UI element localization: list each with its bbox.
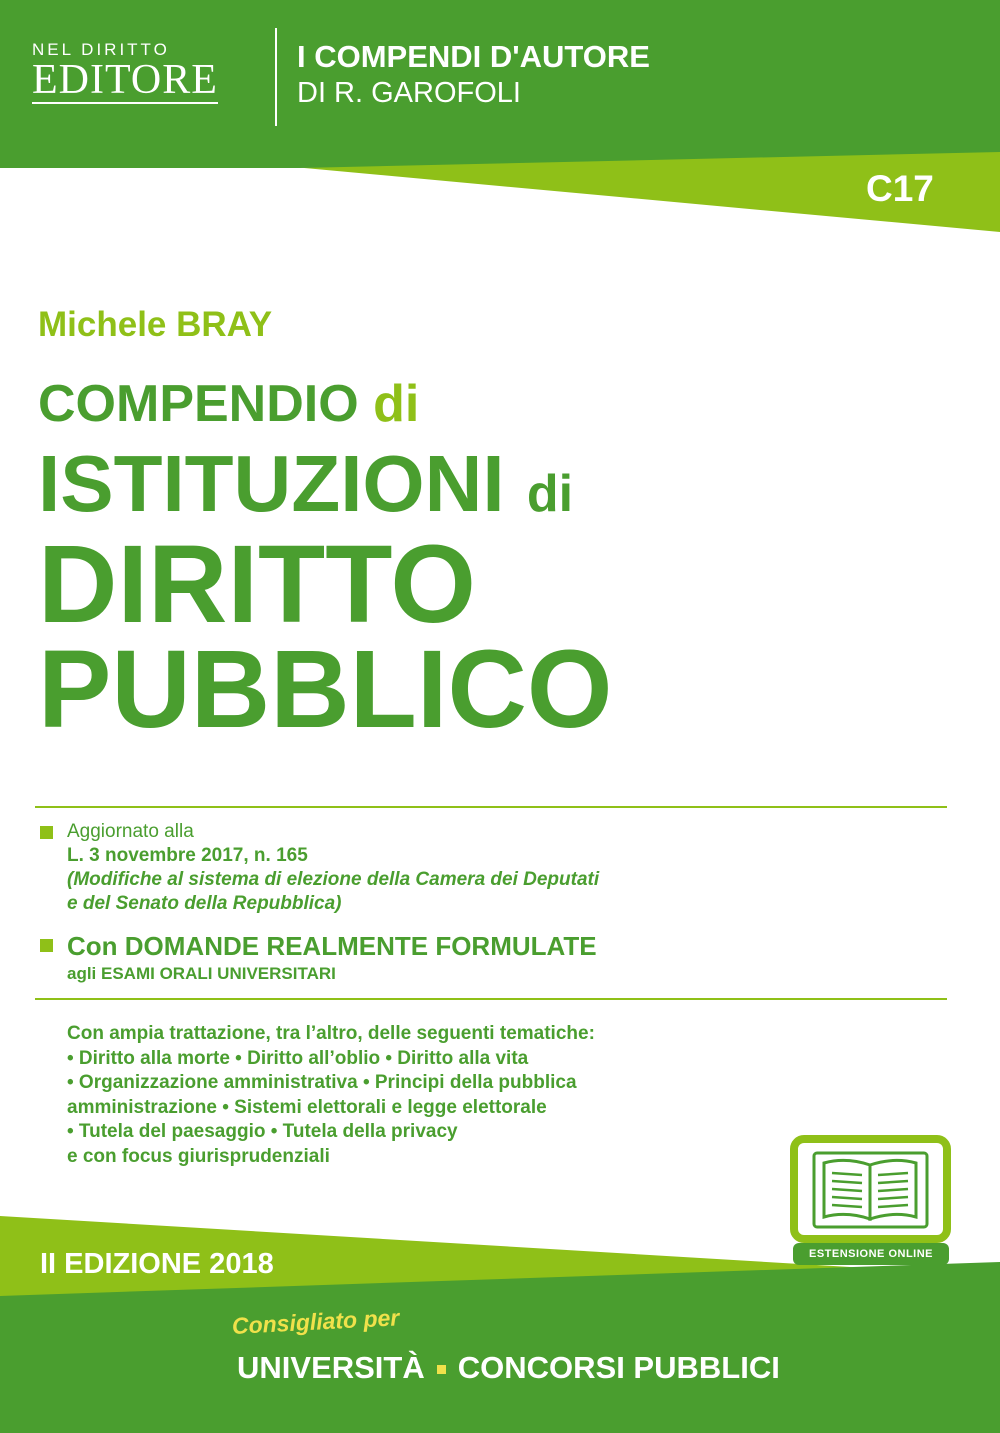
online-extension-label: ESTENSIONE ONLINE (793, 1243, 949, 1265)
questions-headline: Con DOMANDE REALMENTE FORMULATE (67, 931, 597, 961)
title-connector-1: di (373, 375, 420, 433)
title-word-istituzioni: ISTITUZIONI (38, 439, 505, 528)
update-label: Aggiornato alla (67, 821, 194, 842)
separator-square (437, 1365, 446, 1374)
series-name (297, 38, 650, 110)
title-line1 (38, 375, 420, 433)
topics-line: amministrazione • Sistemi elettorali e legge elettorale (67, 1096, 547, 1118)
publisher-logo (32, 40, 252, 104)
update-note-line1: (Modifiche al sistema di elezione della Camera dei Deputati (67, 869, 600, 890)
topics-line: • Tutela del paesaggio • Tutela della privacy (67, 1121, 458, 1142)
update-note-line2: e del Senato della Repubblica) (67, 893, 342, 914)
series-line2: DI R. GAROFOLI (297, 77, 521, 109)
divider-bottom (35, 998, 947, 1000)
title-line4: PUBBLICO (38, 628, 613, 751)
topics-list (67, 1022, 767, 1169)
topics-line: e con focus giurisprudenziali (67, 1145, 330, 1167)
topics-line: • Diritto alla morte • Diritto all’oblio • Diritto alla vita (67, 1047, 529, 1069)
header-divider (275, 28, 277, 126)
divider-top (35, 806, 947, 808)
series-line1: I COMPENDI D'AUTORE (297, 39, 650, 74)
series-code: C17 (866, 168, 934, 209)
update-info (67, 820, 599, 916)
title-word-compendio: COMPENDIO (38, 375, 359, 433)
target-audience (237, 1350, 780, 1386)
edition-label: II EDIZIONE 2018 (40, 1248, 274, 1280)
title-connector-2: di (526, 465, 574, 523)
title-line2 (38, 439, 574, 528)
author-name: Michele BRAY (38, 305, 273, 344)
title-line3: DIRITTO (38, 523, 476, 646)
questions-info (67, 930, 597, 986)
publisher-line1: NEL DIRITTO (32, 40, 170, 59)
target-public-exams: CONCORSI PUBBLICI (457, 1350, 780, 1385)
target-university: UNIVERSITÀ (237, 1350, 425, 1385)
topics-line: • Organizzazione amministrativa • Principi della pubblica (67, 1072, 577, 1093)
publisher-line2: EDITORE (32, 57, 218, 103)
bullet-square-2 (40, 939, 53, 952)
bullet-square-1 (40, 826, 53, 839)
questions-sub: agli ESAMI ORALI UNIVERSITARI (67, 964, 336, 983)
recommended-label: Consigliato per (231, 1304, 400, 1339)
update-law: L. 3 novembre 2017, n. 165 (67, 845, 308, 866)
topics-line: Con ampia trattazione, tra l’altro, delle seguenti tematiche: (67, 1023, 595, 1044)
